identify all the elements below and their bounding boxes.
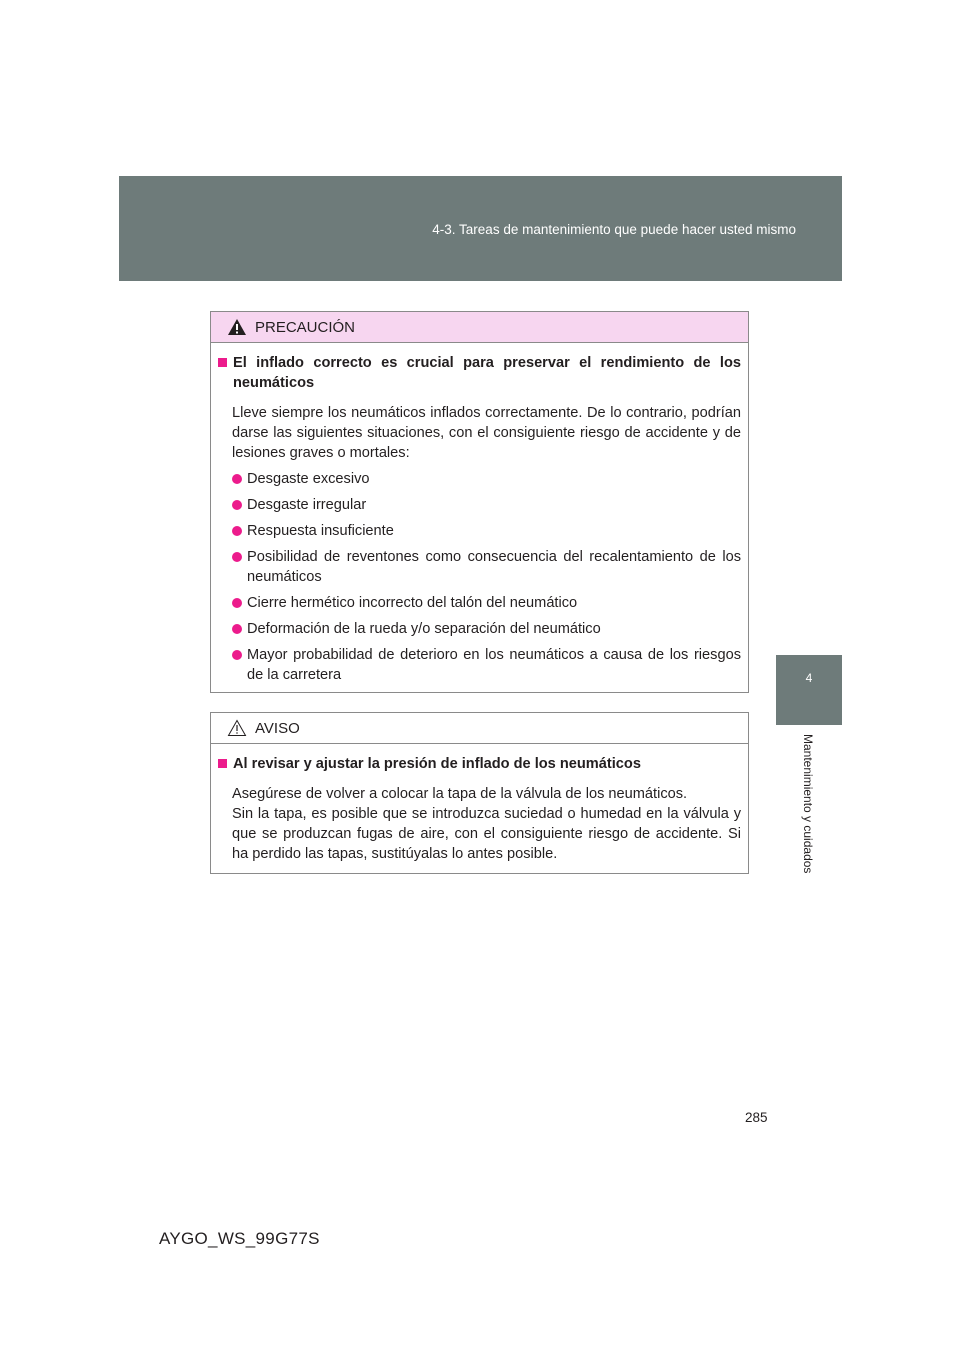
square-bullet-icon <box>218 358 227 367</box>
bullet-dot-icon <box>232 598 242 608</box>
list-item: Cierre hermético incorrecto del talón del neumático <box>232 593 741 613</box>
list-item: Desgaste excesivo <box>232 469 741 489</box>
warning-triangle-outline-icon <box>227 719 247 737</box>
header-band <box>119 176 842 281</box>
bullet-dot-icon <box>232 624 242 634</box>
caution-label: PRECAUCIÓN <box>255 318 356 336</box>
caution-heading-text: El inflado correcto es crucial para preservar el rendimiento de los neumáticos <box>233 355 741 391</box>
notice-line-2: Sin la tapa, es posible que se introduzca suciedad o humedad en la válvula y que se produzcan fugas de aire, con el consiguiente riesgo de accidente. Si ha perdido las tapas, sustitúyalas lo antes posible. <box>232 806 741 862</box>
warning-triangle-filled-icon <box>227 318 247 336</box>
bullet-dot-icon <box>232 500 242 510</box>
document-code: AYGO_WS_99G77S <box>159 1229 320 1248</box>
caution-list <box>218 469 741 685</box>
notice-body <box>211 744 748 864</box>
section-title: 4-3. Tareas de mantenimiento que puede hacer usted mismo <box>432 222 796 237</box>
notice-heading-text: Al revisar y ajustar la presión de inflado de los neumáticos <box>233 756 641 772</box>
square-bullet-icon <box>218 759 227 768</box>
bullet-dot-icon <box>232 474 242 484</box>
caution-intro: Lleve siempre los neumáticos inflados correctamente. De lo contrario, podrían darse las siguientes situaciones, con el consiguiente riesgo de accidente y de lesiones graves o mortales: <box>232 405 741 461</box>
page-number: 285 <box>745 1110 768 1125</box>
chapter-number: 4 <box>805 671 813 685</box>
notice-header <box>211 713 748 744</box>
list-item: Deformación de la rueda y/o separación del neumático <box>232 619 741 639</box>
chapter-label: Mantenimiento y cuidados <box>801 734 815 874</box>
bullet-dot-icon <box>232 526 242 536</box>
caution-heading <box>218 353 741 393</box>
notice-heading <box>218 754 741 774</box>
list-item: Desgaste irregular <box>232 495 741 515</box>
caution-box <box>210 311 749 693</box>
caution-header <box>211 312 748 343</box>
chapter-tab <box>776 655 842 725</box>
list-item: Posibilidad de reventones como consecuencia del recalentamiento de los neumáticos <box>232 547 741 587</box>
notice-box <box>210 712 749 874</box>
list-item: Respuesta insuficiente <box>232 521 741 541</box>
list-item: Mayor probabilidad de deterioro en los neumáticos a causa de los riesgos de la carretera <box>232 645 741 685</box>
caution-body <box>211 343 748 685</box>
bullet-dot-icon <box>232 552 242 562</box>
notice-label: AVISO <box>255 719 300 737</box>
notice-line-1: Asegúrese de volver a colocar la tapa de la válvula de los neumáticos. <box>232 786 688 802</box>
bullet-dot-icon <box>232 650 242 660</box>
